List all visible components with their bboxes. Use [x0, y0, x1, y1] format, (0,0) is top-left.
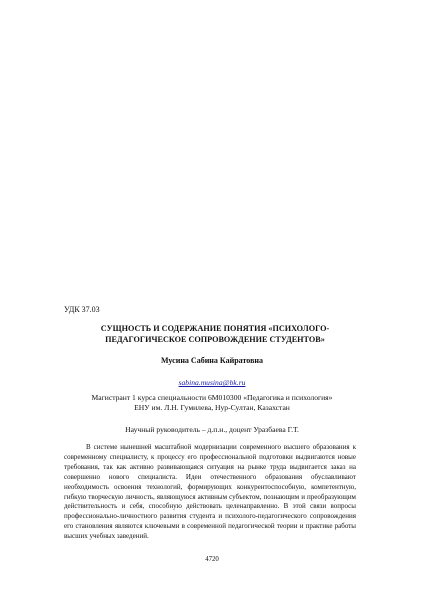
author-name: Мусина Сабина Кайратовна	[160, 356, 264, 365]
affiliation-line-2: ЕНУ им. Л.Н. Гумилева, Нур-Султан, Казахстан	[134, 403, 290, 412]
udk-code: УДК 37.03	[64, 305, 100, 314]
body-paragraph: В системе нынешней масштабной модернизации современного высшего образования к современному специалисту, к процессу его профессиональной подготовки выдвигаются новые требования, так как активно развивающаяся ситуация на рынке труда выдвигается заказ на совершенно нового специалиста. Идеи отечественного образования обуславливают необходимость освоения технологий, формирующих конкурентоспособную, компетентную, гибкую творческую личность, являющуюся активным субъектом, познающим и преобразующим действительность и себя, способную действовать целенаправленно. В этой связи вопросы профессионально-личностного развития студента и психолого-педагогического сопровождения его становления являются ключевыми в современной педагогической теории и практике работы высших учебных заведений.	[64, 443, 356, 541]
scientific-supervisor: Научный руководитель – д.п.н., доцент Уразбаева Г.Т.	[125, 425, 299, 434]
page-number: 4720	[205, 556, 219, 563]
author-affiliation	[0, 393, 424, 413]
article-title: СУЩНОСТЬ И СОДЕРЖАНИЕ ПОНЯТИЯ «ПСИХОЛОГО-ПЕДАГОГИЧЕСКОЕ СОПРОВОЖДЕНИЕ СТУДЕНТОВ»	[100, 324, 330, 344]
author-email-link[interactable]: sabina.musina@bk.ru	[178, 378, 246, 387]
affiliation-line-1: Магистрант 1 курса специальности 6М010300 «Педагогика и психология»	[91, 393, 333, 402]
